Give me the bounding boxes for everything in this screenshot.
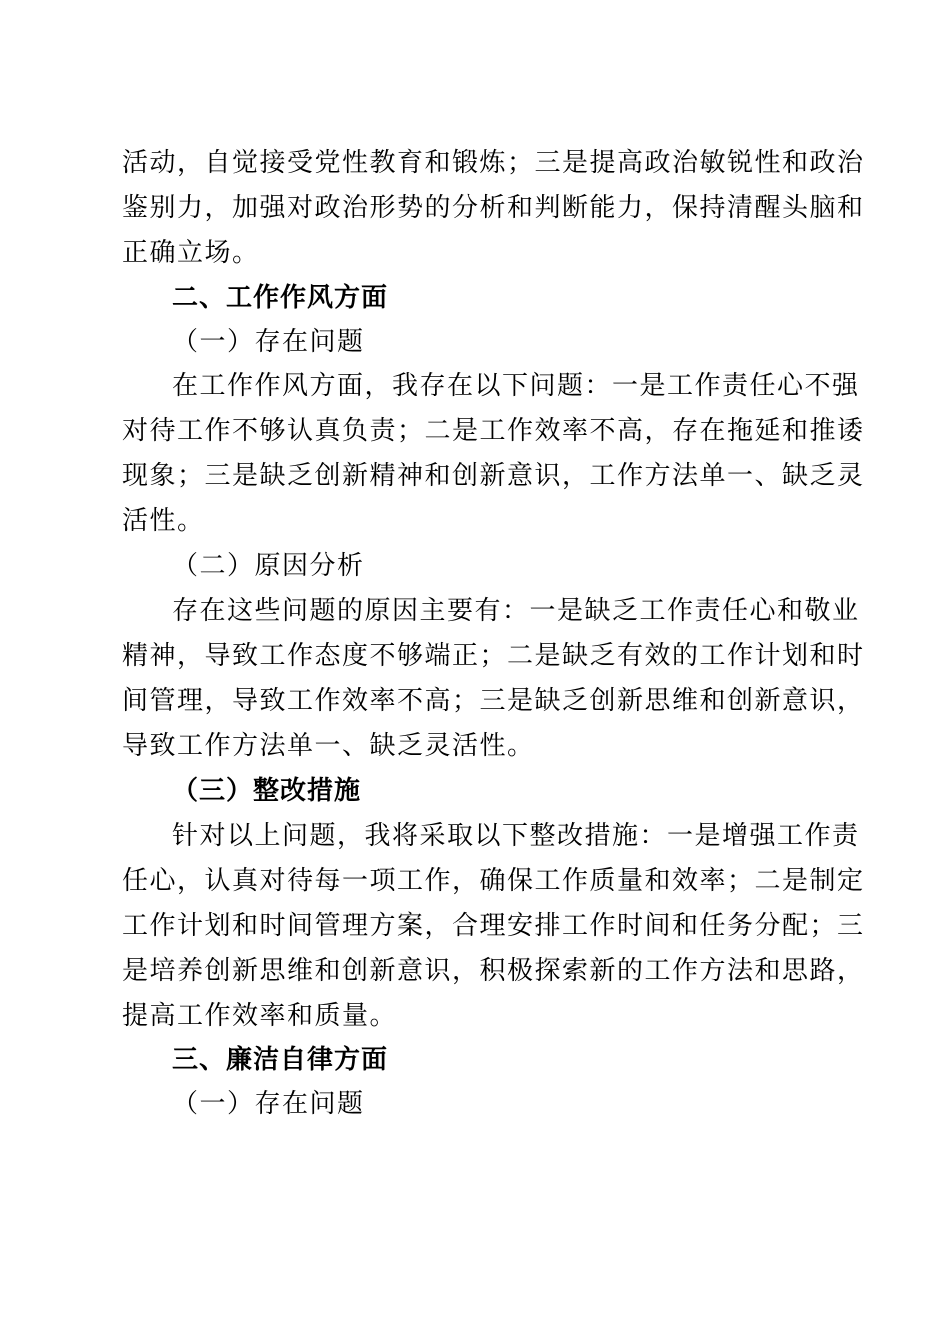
paragraph-first-line: 在工作作风方面，我存在以下问题：一是工作责任心不强 xyxy=(172,371,860,401)
body-text-line: 正确立场。 xyxy=(122,238,260,268)
section-heading: 二、工作作风方面 xyxy=(172,283,389,313)
body-text-line: 任心，认真对待每一项工作，确保工作质量和效率；二是制定 xyxy=(122,866,865,896)
subsection-heading: （一）存在问题 xyxy=(172,1089,365,1119)
body-text-line: 导致工作方法单一、缺乏灵活性。 xyxy=(122,731,535,761)
section-heading: 三、廉洁自律方面 xyxy=(172,1045,389,1075)
body-text-line: 提高工作效率和质量。 xyxy=(122,1001,398,1031)
subsection-heading: （二）原因分析 xyxy=(172,551,365,581)
body-text-line: 工作计划和时间管理方案，合理安排工作时间和任务分配；三 xyxy=(122,911,865,941)
body-text-line: 活动，自觉接受党性教育和锻炼；三是提高政治敏锐性和政治 xyxy=(122,148,865,178)
body-text-line: 间管理，导致工作效率不高；三是缺乏创新思维和创新意识， xyxy=(122,686,865,716)
subsection-heading: （三）整改措施 xyxy=(172,776,362,806)
body-text-line: 活性。 xyxy=(122,506,205,536)
body-text-line: 现象；三是缺乏创新精神和创新意识，工作方法单一、缺乏灵 xyxy=(122,461,865,491)
paragraph-first-line: 针对以上问题，我将采取以下整改措施：一是增强工作责 xyxy=(172,821,860,851)
body-text-line: 是培养创新思维和创新意识，积极探索新的工作方法和思路， xyxy=(122,956,865,986)
body-text-line: 精神，导致工作态度不够端正；二是缺乏有效的工作计划和时 xyxy=(122,641,865,671)
body-text-line: 鉴别力，加强对政治形势的分析和判断能力，保持清醒头脑和 xyxy=(122,193,865,223)
subsection-heading: （一）存在问题 xyxy=(172,327,365,357)
paragraph-first-line: 存在这些问题的原因主要有：一是缺乏工作责任心和敬业 xyxy=(172,596,860,626)
body-text-line: 对待工作不够认真负责；二是工作效率不高，存在拖延和推诿 xyxy=(122,416,865,446)
